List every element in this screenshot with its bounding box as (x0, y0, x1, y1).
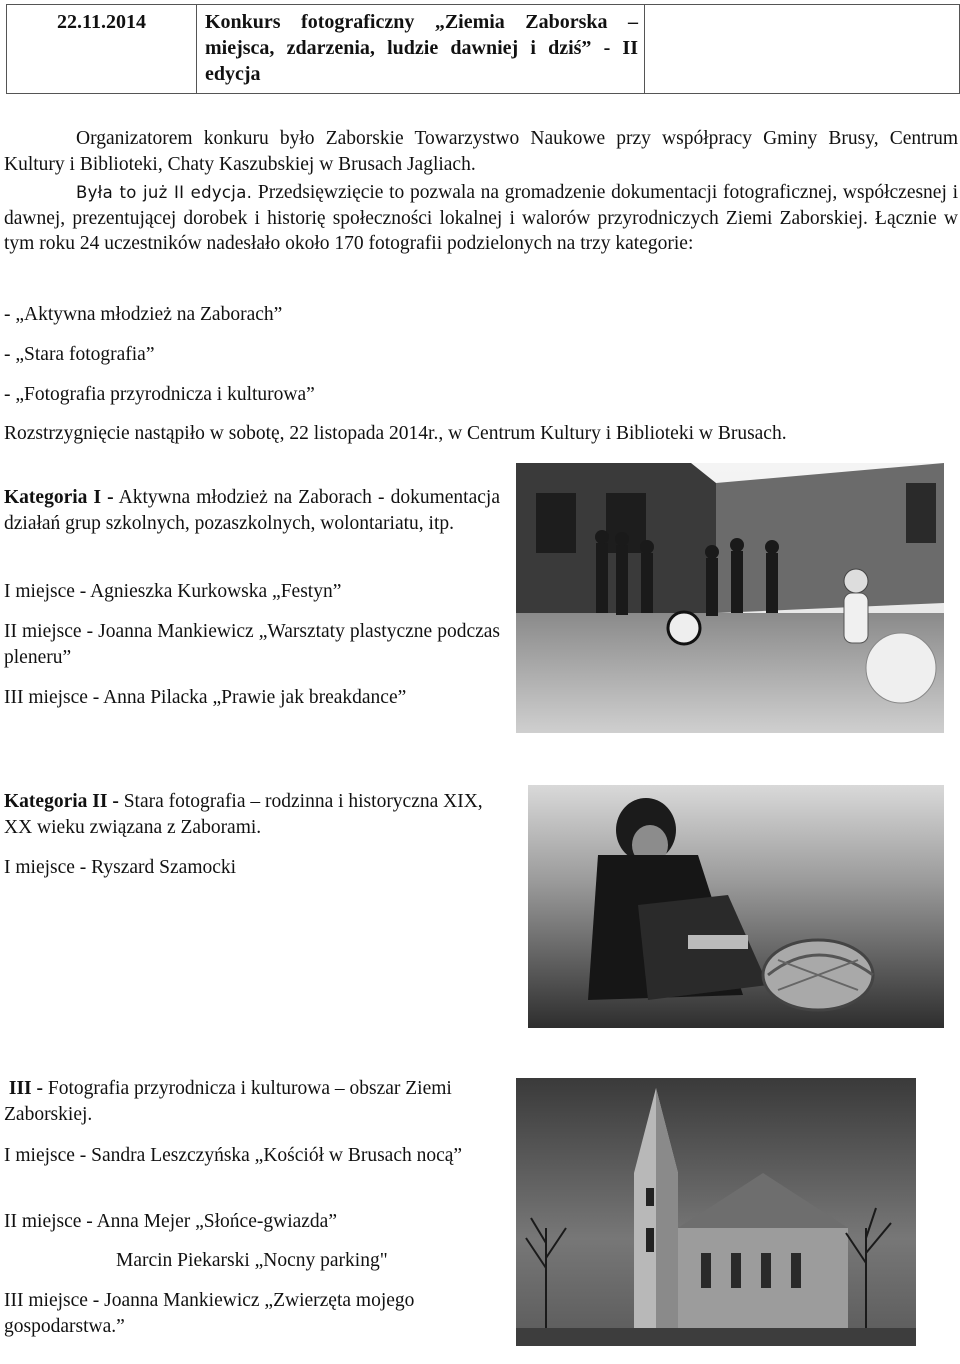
category1-place1: I miejsce - Agnieszka Kurkowska „Festyn” (4, 581, 342, 602)
header-table (6, 4, 960, 94)
category1-description: Aktywna młodzież na Zaborach - dokumentacja działań grup szkolnych, pozaszkolnych, wolontariatu, itp. (4, 487, 500, 534)
category1-place2: II miejsce - Joanna Mankiewicz „Warsztaty plastyczne podczas pleneru” (4, 621, 500, 668)
category3-place2b: Marcin Piekarski „Nocny parking" (116, 1250, 388, 1271)
category2-label: Kategoria II - (4, 791, 119, 812)
category1-heading (4, 485, 500, 536)
edition-stats: Łącznie w tym roku 24 uczestników nadesłało około 170 fotografii podzielonych na trzy kategorie: (4, 207, 958, 255)
header-title: Konkurs fotograficzny „Ziemia Zaborska – miejsca, zdarzenia, ludzie dawniej i dziś” - II edycja (197, 5, 645, 93)
stara-fotografia-photo (528, 785, 944, 1028)
category2-place1: I miejsce - Ryszard Szamocki (4, 857, 237, 878)
kosciol-photo (516, 1078, 916, 1346)
category3-place3: III miejsce - Joanna Mankiewicz „Zwierzęta mojego gospodarstwa.” (4, 1290, 415, 1337)
category-item-1: - „Aktywna młodzież na Zaborach” (4, 304, 283, 325)
category3-heading (4, 1076, 504, 1127)
resolution-text: Rozstrzygnięcie nastąpiło w sobotę, 22 listopada 2014r., w Centrum Kultury i Biblioteki w Brusach. (4, 423, 787, 444)
edition-rest: Przedsięwzięcie to pozwala na gromadzenie dokumentacji fotograficznej, współczesnej i dawnej, prezentującej dorobek i historię społeczności lokalnej i walorów przyrodniczych Ziemi Zaborskiej. (4, 182, 958, 229)
category2-heading (4, 789, 504, 840)
edition-lead: Była to już II edycja. (76, 183, 253, 202)
category2-description: Stara fotografia – rodzinna i historyczna XIX, XX wieku związana z Zaborami. (4, 791, 483, 838)
kosciol-photo-art (516, 1078, 916, 1346)
category3-place2: II miejsce - Anna Mejer „Słońce-gwiazda” (4, 1211, 337, 1232)
category-item-3: - „Fotografia przyrodnicza i kulturowa” (4, 384, 315, 405)
category-item-2: - „Stara fotografia” (4, 344, 155, 365)
stara-fotografia-photo-art (528, 785, 944, 1028)
festyn-photo (516, 463, 944, 733)
category1-label: Kategoria I - (4, 487, 114, 508)
intro-edition (4, 180, 958, 257)
category3-description: Fotografia przyrodnicza i kulturowa – obszar Ziemi Zaborskiej. (4, 1078, 452, 1125)
header-date: 22.11.2014 (7, 5, 197, 93)
intro-organizer: Organizatorem konkuru było Zaborskie Towarzystwo Naukowe przy współpracy Gminy Brusy, Centrum Kultury i Biblioteki, Chaty Kaszubskiej w Brusach Jagliach. (4, 128, 958, 175)
category3-place1: I miejsce - Sandra Leszczyńska „Kościół w Brusach nocą” (4, 1145, 463, 1166)
category3-label: III - (8, 1078, 44, 1099)
festyn-photo-art (516, 463, 944, 733)
category1-place3: III miejsce - Anna Pilacka „Prawie jak breakdance” (4, 687, 407, 708)
